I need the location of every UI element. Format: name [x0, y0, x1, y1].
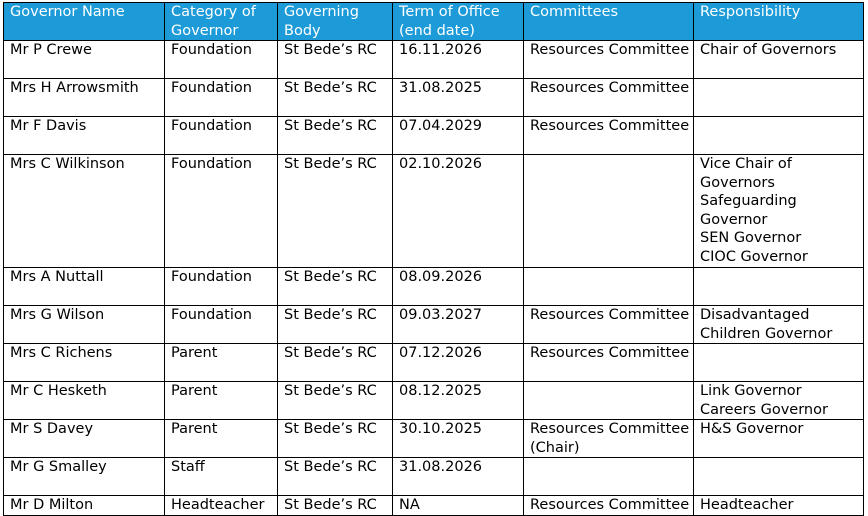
responsibility-line: Governor [700, 211, 768, 228]
responsibility-cell [694, 420, 864, 458]
category-cell: Parent [165, 420, 278, 458]
responsibility-cell [694, 155, 864, 268]
governing-body-cell: St Bede’s RC [278, 268, 393, 306]
responsibility-line: Disadvantaged [700, 307, 810, 323]
committees-line: Resources Committee [530, 80, 690, 96]
term-of-office-cell: 30.10.2025 [393, 420, 524, 458]
category-cell: Foundation [165, 117, 278, 155]
table-row [4, 117, 864, 155]
column-header-governor-name: Governor Name [4, 3, 165, 41]
committees-line: Resources Committee [530, 118, 690, 134]
governor-name-cell: Mrs C Richens [4, 344, 165, 382]
responsibility-line: Governors [700, 174, 775, 191]
governing-body-cell: St Bede’s RC [278, 344, 393, 382]
term-of-office-cell: 08.09.2026 [393, 268, 524, 306]
committees-cell [524, 458, 694, 496]
committees-cell [524, 79, 694, 117]
committees-cell [524, 155, 694, 268]
committees-line: Resources Committee [530, 497, 690, 513]
responsibility-line: Link Governor [700, 383, 802, 399]
category-cell: Foundation [165, 79, 278, 117]
committees-cell [524, 306, 694, 344]
governor-name-cell: Mr G Smalley [4, 458, 165, 496]
governors-table [3, 2, 864, 516]
table-header-row [4, 3, 864, 41]
category-cell: Parent [165, 382, 278, 420]
committees-line: Resources Committee [530, 307, 690, 323]
governor-name-cell: Mrs A Nuttall [4, 268, 165, 306]
term-of-office-cell: 07.12.2026 [393, 344, 524, 382]
committees-cell [524, 268, 694, 306]
column-header-governing-body: Governing Body [278, 3, 393, 41]
governor-name-cell: Mr P Crewe [4, 41, 165, 79]
category-cell: Foundation [165, 41, 278, 79]
governing-body-cell: St Bede’s RC [278, 41, 393, 79]
table-row [4, 306, 864, 344]
category-cell: Foundation [165, 306, 278, 344]
responsibility-cell [694, 79, 864, 117]
governing-body-cell: St Bede’s RC [278, 155, 393, 268]
committees-cell [524, 496, 694, 516]
category-cell: Foundation [165, 268, 278, 306]
committees-cell [524, 344, 694, 382]
responsibility-line: SEN Governor [700, 230, 802, 246]
table-row [4, 268, 864, 306]
governing-body-cell: St Bede’s RC [278, 420, 393, 458]
governing-body-cell: St Bede’s RC [278, 306, 393, 344]
governor-name-cell: Mr S Davey [4, 420, 165, 458]
governing-body-cell: St Bede’s RC [278, 117, 393, 155]
term-of-office-cell: 31.08.2026 [393, 458, 524, 496]
category-cell: Staff [165, 458, 278, 496]
responsibility-cell [694, 382, 864, 420]
responsibility-cell [694, 117, 864, 155]
committees-cell [524, 420, 694, 458]
committees-cell [524, 117, 694, 155]
governor-name-cell: Mrs C Wilkinson [4, 155, 165, 268]
column-header-term-of-office: Term of Office (end date) [393, 3, 524, 41]
table-row [4, 41, 864, 79]
responsibility-line: Children Governor [700, 325, 833, 342]
governing-body-cell: St Bede’s RC [278, 496, 393, 516]
responsibility-line: H&S Governor [700, 421, 804, 437]
term-of-office-cell: 16.11.2026 [393, 41, 524, 79]
table-row [4, 382, 864, 420]
responsibility-cell [694, 458, 864, 496]
term-of-office-cell: 02.10.2026 [393, 155, 524, 268]
table-row [4, 79, 864, 117]
responsibility-line: Vice Chair of [700, 156, 792, 172]
governor-name-cell: Mr D Milton [4, 496, 165, 516]
table-row [4, 420, 864, 458]
governing-body-cell: St Bede’s RC [278, 458, 393, 496]
column-header-committees: Committees [524, 3, 694, 41]
term-of-office-cell: 09.03.2027 [393, 306, 524, 344]
committees-line: Resources Committee [530, 421, 690, 437]
column-header-category: Category of Governor [165, 3, 278, 41]
committees-cell [524, 382, 694, 420]
committees-line: Resources Committee [530, 345, 690, 361]
term-of-office-cell: 08.12.2025 [393, 382, 524, 420]
committees-cell [524, 41, 694, 79]
responsibility-cell [694, 306, 864, 344]
term-of-office-cell: 31.08.2025 [393, 79, 524, 117]
responsibility-cell [694, 41, 864, 79]
governor-name-cell: Mr C Hesketh [4, 382, 165, 420]
category-cell: Headteacher [165, 496, 278, 516]
responsibility-cell [694, 344, 864, 382]
responsibility-cell [694, 268, 864, 306]
table-body [4, 41, 864, 516]
governing-body-cell: St Bede’s RC [278, 382, 393, 420]
table-row [4, 344, 864, 382]
table-row [4, 155, 864, 268]
governor-name-cell: Mrs G Wilson [4, 306, 165, 344]
table-row [4, 458, 864, 496]
responsibility-cell [694, 496, 864, 516]
column-header-responsibility: Responsibility [694, 3, 864, 41]
governor-name-cell: Mr F Davis [4, 117, 165, 155]
term-of-office-cell: 07.04.2029 [393, 117, 524, 155]
responsibility-line: Headteacher [700, 497, 794, 513]
committees-line: Resources Committee [530, 42, 690, 58]
category-cell: Foundation [165, 155, 278, 268]
responsibility-line: Safeguarding [700, 193, 797, 209]
table-row [4, 496, 864, 516]
governor-name-cell: Mrs H Arrowsmith [4, 79, 165, 117]
responsibility-line: Chair of Governors [700, 42, 837, 58]
category-cell: Parent [165, 344, 278, 382]
responsibility-line: CIOC Governor [700, 248, 808, 265]
term-of-office-cell: NA [393, 496, 524, 516]
responsibility-line: Careers Governor [700, 401, 828, 418]
governing-body-cell: St Bede’s RC [278, 79, 393, 117]
committees-line: (Chair) [530, 439, 580, 456]
